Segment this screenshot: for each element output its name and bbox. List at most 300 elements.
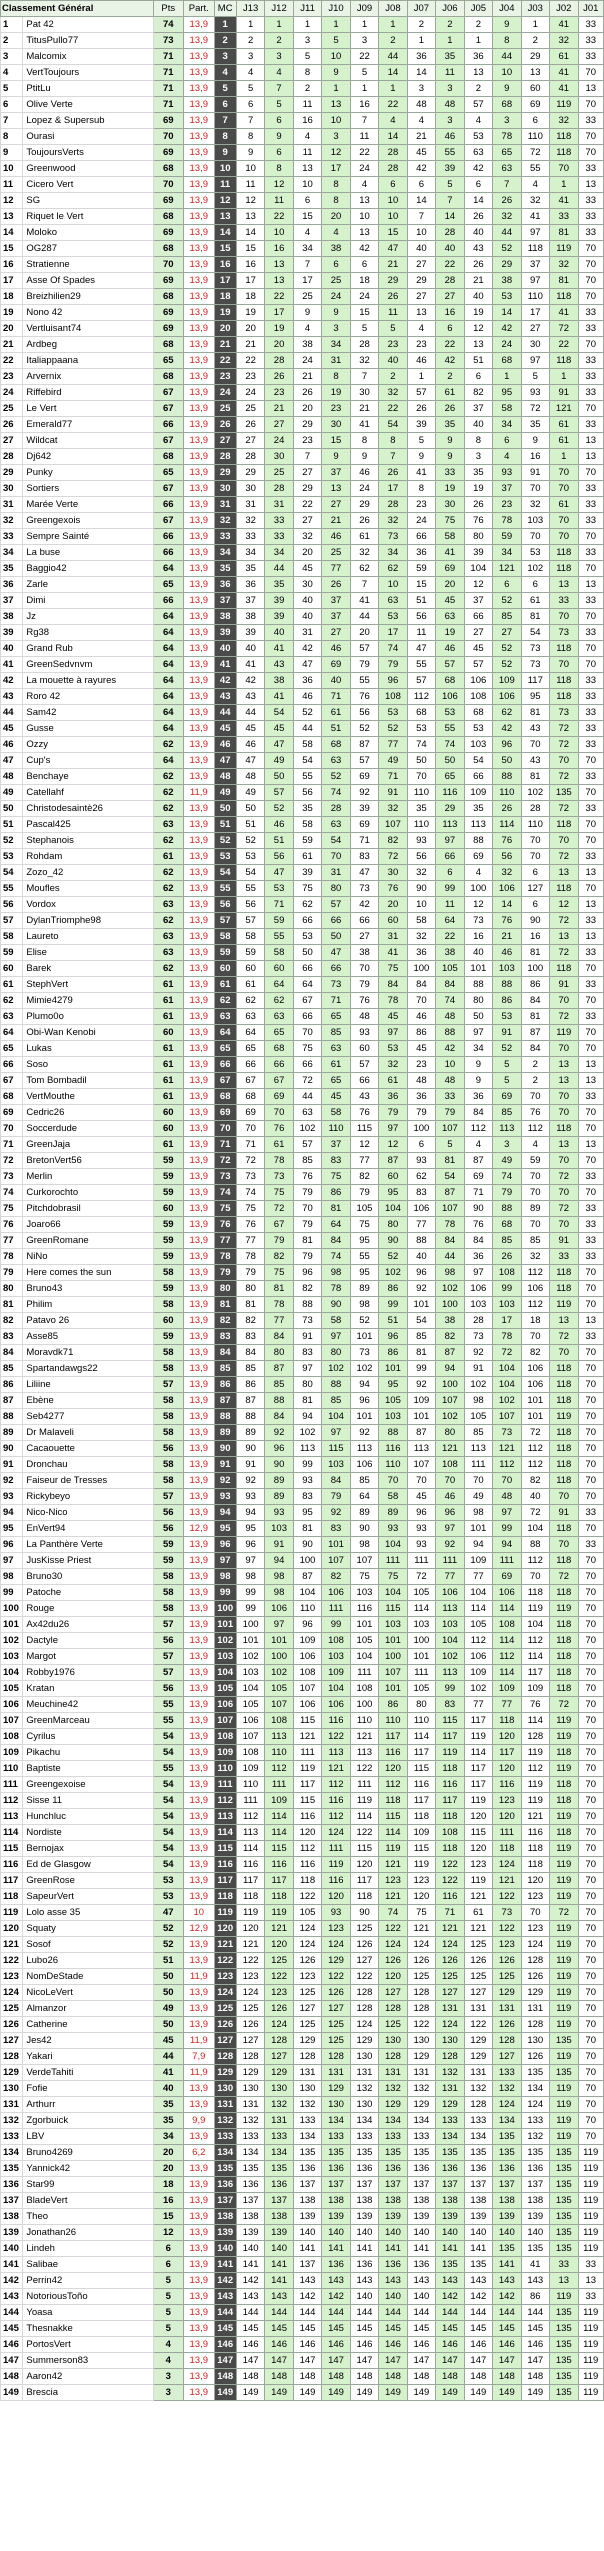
- mc-cell: 70: [214, 1121, 236, 1137]
- journee-cell: 137: [322, 2177, 350, 2193]
- journee-cell: 28: [464, 1313, 492, 1329]
- journee-cell: 51: [464, 353, 492, 369]
- journee-cell: 76: [493, 833, 521, 849]
- player-name: Tom Bombadil: [23, 1073, 153, 1089]
- journee-cell: 130: [236, 2081, 264, 2097]
- journee-cell: 64: [350, 1489, 378, 1505]
- journee-cell: 118: [265, 1889, 293, 1905]
- journee-cell: 72: [550, 769, 578, 785]
- table-row: [1, 721, 604, 737]
- participation-cell: 13,9: [184, 625, 215, 641]
- points-cell: 16: [153, 2193, 184, 2209]
- journee-cell: 53: [493, 1009, 521, 1025]
- journee-cell: 27: [293, 513, 321, 529]
- mc-cell: 81: [214, 1297, 236, 1313]
- journee-cell: 70: [578, 241, 604, 257]
- points-cell: 20: [153, 2145, 184, 2161]
- player-name: Moufles: [23, 881, 153, 897]
- participation-cell: 13,9: [184, 1649, 215, 1665]
- journee-cell: 86: [322, 1185, 350, 1201]
- journee-cell: 33: [578, 689, 604, 705]
- table-row: [1, 1873, 604, 1889]
- journee-cell: 31: [236, 497, 264, 513]
- rank-cell: 75: [1, 1201, 23, 1217]
- rank-cell: 101: [1, 1617, 23, 1633]
- points-cell: 64: [153, 705, 184, 721]
- journee-cell: 68: [322, 737, 350, 753]
- rank-cell: 38: [1, 609, 23, 625]
- journee-cell: 28: [521, 801, 549, 817]
- rank-cell: 58: [1, 929, 23, 945]
- table-row: [1, 2369, 604, 2385]
- journee-cell: 93: [521, 385, 549, 401]
- journee-cell: 35: [436, 417, 464, 433]
- journee-cell: 118: [550, 1617, 578, 1633]
- journee-cell: 102: [436, 1409, 464, 1425]
- journee-cell: 79: [236, 1265, 264, 1281]
- journee-cell: 91: [550, 1505, 578, 1521]
- journee-cell: 42: [350, 241, 378, 257]
- journee-cell: 4: [493, 449, 521, 465]
- journee-cell: 52: [379, 721, 407, 737]
- journee-cell: 104: [521, 1521, 549, 1537]
- journee-cell: 112: [521, 1633, 549, 1649]
- journee-cell: 3: [493, 113, 521, 129]
- journee-cell: 96: [407, 1505, 435, 1521]
- journee-cell: 82: [379, 833, 407, 849]
- journee-cell: 22: [350, 145, 378, 161]
- table-row: [1, 641, 604, 657]
- player-name: Soccerdude: [23, 1121, 153, 1137]
- journee-cell: 88: [521, 1537, 549, 1553]
- journee-cell: 134: [293, 2129, 321, 2145]
- journee-cell: 62: [407, 1169, 435, 1185]
- journee-cell: 102: [236, 1649, 264, 1665]
- journee-cell: 60: [265, 961, 293, 977]
- journee-cell: 115: [350, 1841, 378, 1857]
- points-cell: 56: [153, 1681, 184, 1697]
- journee-cell: 126: [293, 1953, 321, 1969]
- journee-cell: 117: [379, 1729, 407, 1745]
- journee-cell: 17: [236, 273, 264, 289]
- journee-cell: 125: [293, 2017, 321, 2033]
- journee-cell: 73: [464, 1329, 492, 1345]
- journee-cell: 131: [493, 2001, 521, 2017]
- rank-cell: 21: [1, 337, 23, 353]
- journee-cell: 139: [407, 2209, 435, 2225]
- rank-cell: 17: [1, 273, 23, 289]
- points-cell: 67: [153, 385, 184, 401]
- journee-cell: 137: [521, 2177, 549, 2193]
- player-name: NotoriousToño: [23, 2289, 153, 2305]
- points-cell: 66: [153, 417, 184, 433]
- journee-cell: 126: [322, 1985, 350, 2001]
- journee-cell: 122: [407, 2017, 435, 2033]
- journee-cell: 5: [350, 321, 378, 337]
- rank-cell: 145: [1, 2321, 23, 2337]
- journee-cell: 134: [521, 2081, 549, 2097]
- journee-cell: 140: [350, 2225, 378, 2241]
- journee-cell: 70: [578, 657, 604, 673]
- player-name: Cicero Vert: [23, 177, 153, 193]
- journee-cell: 135: [521, 2145, 549, 2161]
- journee-cell: 37: [322, 465, 350, 481]
- journee-cell: 4: [521, 177, 549, 193]
- participation-cell: 13,9: [184, 1889, 215, 1905]
- journee-cell: 33: [578, 1169, 604, 1185]
- journee-cell: 66: [236, 1057, 264, 1073]
- participation-cell: 13,9: [184, 1105, 215, 1121]
- journee-cell: 142: [436, 2289, 464, 2305]
- journee-cell: 97: [379, 1121, 407, 1137]
- journee-cell: 55: [350, 673, 378, 689]
- journee-cell: 115: [265, 1841, 293, 1857]
- participation-cell: 13,9: [184, 321, 215, 337]
- journee-cell: 70: [521, 1185, 549, 1201]
- participation-cell: 13,9: [184, 1441, 215, 1457]
- journee-cell: 92: [350, 785, 378, 801]
- journee-cell: 120: [521, 1873, 549, 1889]
- journee-cell: 90: [322, 1297, 350, 1313]
- mc-cell: 143: [214, 2289, 236, 2305]
- participation-cell: 13,9: [184, 1457, 215, 1473]
- table-row: [1, 961, 604, 977]
- journee-cell: 29: [521, 49, 549, 65]
- participation-cell: 13,9: [184, 1137, 215, 1153]
- journee-cell: 119: [550, 97, 578, 113]
- journee-cell: 79: [493, 1185, 521, 1201]
- journee-cell: 93: [407, 1521, 435, 1537]
- mc-cell: 78: [214, 1249, 236, 1265]
- journee-cell: 16: [293, 113, 321, 129]
- journee-cell: 4: [293, 321, 321, 337]
- table-row: [1, 689, 604, 705]
- journee-cell: 61: [521, 593, 549, 609]
- journee-cell: 135: [550, 2241, 578, 2257]
- journee-cell: 79: [350, 1185, 378, 1201]
- journee-cell: 115: [407, 1841, 435, 1857]
- journee-cell: 4: [464, 1137, 492, 1153]
- journee-cell: 106: [322, 1697, 350, 1713]
- participation-cell: 13,9: [184, 369, 215, 385]
- player-name: PtitLu: [23, 81, 153, 97]
- journee-cell: 28: [436, 225, 464, 241]
- participation-cell: 13,9: [184, 1937, 215, 1953]
- journee-cell: 111: [350, 1665, 378, 1681]
- journee-cell: 101: [379, 1361, 407, 1377]
- journee-cell: 128: [379, 2001, 407, 2017]
- journee-cell: 22: [550, 337, 578, 353]
- journee-cell: 26: [464, 497, 492, 513]
- journee-cell: 70: [578, 1745, 604, 1761]
- player-name: NicoLeVert: [23, 1985, 153, 2001]
- journee-cell: 80: [464, 993, 492, 1009]
- journee-cell: 70: [578, 1265, 604, 1281]
- mc-cell: 1: [214, 17, 236, 33]
- rank-cell: 92: [1, 1473, 23, 1489]
- journee-cell: 132: [464, 2081, 492, 2097]
- journee-cell: 103: [493, 961, 521, 977]
- journee-cell: 33: [578, 385, 604, 401]
- mc-cell: 92: [214, 1473, 236, 1489]
- journee-cell: 10: [322, 49, 350, 65]
- player-name: La buse: [23, 545, 153, 561]
- rank-cell: 71: [1, 1137, 23, 1153]
- journee-cell: 68: [464, 705, 492, 721]
- journee-cell: 144: [350, 2305, 378, 2321]
- journee-cell: 72: [550, 1169, 578, 1185]
- mc-cell: 33: [214, 529, 236, 545]
- participation-cell: 13,9: [184, 753, 215, 769]
- player-name: Cup's: [23, 753, 153, 769]
- journee-cell: 79: [407, 1105, 435, 1121]
- journee-cell: 14: [379, 129, 407, 145]
- journee-cell: 119: [578, 2321, 604, 2337]
- journee-cell: 143: [350, 2273, 378, 2289]
- journee-cell: 147: [436, 2353, 464, 2369]
- journee-cell: 121: [464, 1889, 492, 1905]
- points-cell: 58: [153, 1265, 184, 1281]
- journee-cell: 75: [265, 1185, 293, 1201]
- rank-cell: 50: [1, 801, 23, 817]
- participation-cell: 11,9: [184, 785, 215, 801]
- rank-cell: 33: [1, 529, 23, 545]
- journee-cell: 13: [265, 273, 293, 289]
- journee-cell: 70: [578, 1857, 604, 1873]
- points-cell: 35: [153, 2097, 184, 2113]
- rank-cell: 40: [1, 641, 23, 657]
- journee-cell: 121: [550, 401, 578, 417]
- points-cell: 61: [153, 977, 184, 993]
- journee-cell: 145: [350, 2321, 378, 2337]
- journee-cell: 86: [493, 993, 521, 1009]
- journee-cell: 75: [379, 1569, 407, 1585]
- participation-cell: 13,9: [184, 481, 215, 497]
- journee-cell: 64: [322, 1217, 350, 1233]
- journee-cell: 138: [436, 2193, 464, 2209]
- participation-cell: 12,9: [184, 1921, 215, 1937]
- journee-cell: 119: [550, 241, 578, 257]
- player-name: Jonathan26: [23, 2225, 153, 2241]
- journee-cell: 23: [265, 385, 293, 401]
- journee-cell: 107: [293, 1681, 321, 1697]
- participation-cell: 13,9: [184, 2193, 215, 2209]
- journee-cell: 96: [293, 1265, 321, 1281]
- journee-cell: 59: [493, 529, 521, 545]
- points-cell: 54: [153, 1729, 184, 1745]
- journee-cell: 94: [265, 1553, 293, 1569]
- journee-cell: 53: [293, 929, 321, 945]
- table-row: [1, 2097, 604, 2113]
- journee-cell: 96: [379, 1329, 407, 1345]
- points-cell: 56: [153, 1505, 184, 1521]
- player-name: Benchaye: [23, 769, 153, 785]
- journee-cell: 48: [407, 1073, 435, 1089]
- journee-cell: 124: [493, 2097, 521, 2113]
- journee-cell: 139: [265, 2225, 293, 2241]
- journee-cell: 109: [493, 673, 521, 689]
- journee-cell: 29: [350, 497, 378, 513]
- journee-cell: 70: [578, 1825, 604, 1841]
- journee-cell: 81: [521, 609, 549, 625]
- player-name: Nico-Nico: [23, 1505, 153, 1521]
- participation-cell: 13,9: [184, 353, 215, 369]
- mc-cell: 12: [214, 193, 236, 209]
- points-cell: 58: [153, 1345, 184, 1361]
- points-cell: 59: [153, 1537, 184, 1553]
- journee-cell: 6: [379, 177, 407, 193]
- journee-cell: 72: [293, 1073, 321, 1089]
- points-cell: 51: [153, 1953, 184, 1969]
- journee-cell: 136: [493, 2161, 521, 2177]
- points-cell: 50: [153, 2017, 184, 2033]
- table-row: [1, 97, 604, 113]
- journee-cell: 92: [350, 1425, 378, 1441]
- journee-cell: 88: [407, 1233, 435, 1249]
- journee-cell: 126: [521, 1969, 549, 1985]
- journee-cell: 45: [436, 593, 464, 609]
- journee-cell: 81: [550, 273, 578, 289]
- points-cell: 58: [153, 1393, 184, 1409]
- journee-cell: 121: [236, 1937, 264, 1953]
- journee-cell: 65: [322, 1073, 350, 1089]
- journee-cell: 101: [322, 1537, 350, 1553]
- journee-cell: 109: [293, 1633, 321, 1649]
- journee-cell: 117: [407, 1793, 435, 1809]
- journee-cell: 28: [379, 145, 407, 161]
- journee-cell: 1: [350, 17, 378, 33]
- journee-cell: 31: [322, 865, 350, 881]
- journee-cell: 137: [436, 2177, 464, 2193]
- journee-cell: 56: [265, 849, 293, 865]
- journee-cell: 118: [550, 1665, 578, 1681]
- player-name: GreenSedvnvm: [23, 657, 153, 673]
- journee-cell: 70: [550, 1489, 578, 1505]
- mc-cell: 126: [214, 2017, 236, 2033]
- player-name: Barek: [23, 961, 153, 977]
- journee-cell: 84: [436, 977, 464, 993]
- journee-cell: 116: [265, 1857, 293, 1873]
- points-cell: 62: [153, 785, 184, 801]
- journee-cell: 110: [407, 817, 435, 833]
- journee-cell: 118: [493, 1713, 521, 1729]
- mc-cell: 77: [214, 1233, 236, 1249]
- journee-cell: 70: [578, 1697, 604, 1713]
- journee-cell: 50: [265, 769, 293, 785]
- journee-cell: 135: [493, 2129, 521, 2145]
- journee-cell: 26: [379, 465, 407, 481]
- journee-cell: 80: [322, 1345, 350, 1361]
- journee-cell: 41: [550, 305, 578, 321]
- points-cell: 54: [153, 1841, 184, 1857]
- journee-cell: 146: [293, 2337, 321, 2353]
- journee-cell: 21: [322, 513, 350, 529]
- journee-cell: 134: [407, 2113, 435, 2129]
- mc-cell: 5: [214, 81, 236, 97]
- player-name: Asse Of Spades: [23, 273, 153, 289]
- table-row: [1, 1553, 604, 1569]
- points-cell: 73: [153, 33, 184, 49]
- journee-cell: 22: [265, 289, 293, 305]
- rank-cell: 120: [1, 1921, 23, 1937]
- journee-cell: 92: [464, 1345, 492, 1361]
- journee-cell: 20: [265, 337, 293, 353]
- participation-cell: 13,9: [184, 1553, 215, 1569]
- journee-cell: 119: [464, 1873, 492, 1889]
- journee-cell: 33: [578, 849, 604, 865]
- journee-cell: 70: [578, 1937, 604, 1953]
- journee-cell: 119: [550, 2001, 578, 2017]
- journee-cell: 18: [350, 273, 378, 289]
- participation-cell: 13,9: [184, 2337, 215, 2353]
- journee-cell: 148: [436, 2369, 464, 2385]
- journee-cell: 33: [550, 209, 578, 225]
- journee-cell: 15: [379, 225, 407, 241]
- journee-cell: 111: [350, 1777, 378, 1793]
- journee-cell: 53: [407, 721, 435, 737]
- player-name: JusKisse Priest: [23, 1553, 153, 1569]
- table-row: [1, 1409, 604, 1425]
- journee-cell: 94: [236, 1505, 264, 1521]
- mc-cell: 49: [214, 785, 236, 801]
- table-row: [1, 321, 604, 337]
- journee-cell: 136: [379, 2161, 407, 2177]
- mc-cell: 27: [214, 433, 236, 449]
- journee-cell: 88: [493, 977, 521, 993]
- journee-cell: 72: [550, 721, 578, 737]
- mc-cell: 91: [214, 1457, 236, 1473]
- journee-cell: 141: [493, 2257, 521, 2273]
- mc-cell: 89: [214, 1425, 236, 1441]
- rank-cell: 131: [1, 2097, 23, 2113]
- journee-cell: 148: [293, 2369, 321, 2385]
- journee-cell: 118: [493, 1841, 521, 1857]
- journee-cell: 45: [322, 1089, 350, 1105]
- journee-cell: 53: [236, 849, 264, 865]
- journee-cell: 35: [265, 577, 293, 593]
- player-name: Catellahf: [23, 785, 153, 801]
- points-cell: 63: [153, 929, 184, 945]
- rank-cell: 83: [1, 1329, 23, 1345]
- journee-cell: 119: [322, 1857, 350, 1873]
- journee-cell: 97: [521, 225, 549, 241]
- rank-cell: 117: [1, 1873, 23, 1889]
- points-cell: 67: [153, 401, 184, 417]
- journee-cell: 42: [493, 321, 521, 337]
- points-cell: 68: [153, 449, 184, 465]
- header-j09: J09: [350, 1, 378, 17]
- journee-cell: 73: [550, 705, 578, 721]
- journee-cell: 36: [407, 49, 435, 65]
- journee-cell: 121: [293, 1729, 321, 1745]
- journee-cell: 70: [578, 1409, 604, 1425]
- journee-cell: 119: [550, 1297, 578, 1313]
- journee-cell: 68: [493, 1217, 521, 1233]
- journee-cell: 33: [578, 945, 604, 961]
- journee-cell: 29: [293, 417, 321, 433]
- participation-cell: 12,9: [184, 1521, 215, 1537]
- journee-cell: 103: [265, 1521, 293, 1537]
- journee-cell: 6: [322, 257, 350, 273]
- player-name: Sisse 11: [23, 1793, 153, 1809]
- journee-cell: 118: [550, 1585, 578, 1601]
- journee-cell: 112: [493, 1649, 521, 1665]
- journee-cell: 134: [322, 2113, 350, 2129]
- journee-cell: 53: [464, 129, 492, 145]
- journee-cell: 107: [379, 817, 407, 833]
- journee-cell: 112: [521, 1441, 549, 1457]
- journee-cell: 140: [521, 2225, 549, 2241]
